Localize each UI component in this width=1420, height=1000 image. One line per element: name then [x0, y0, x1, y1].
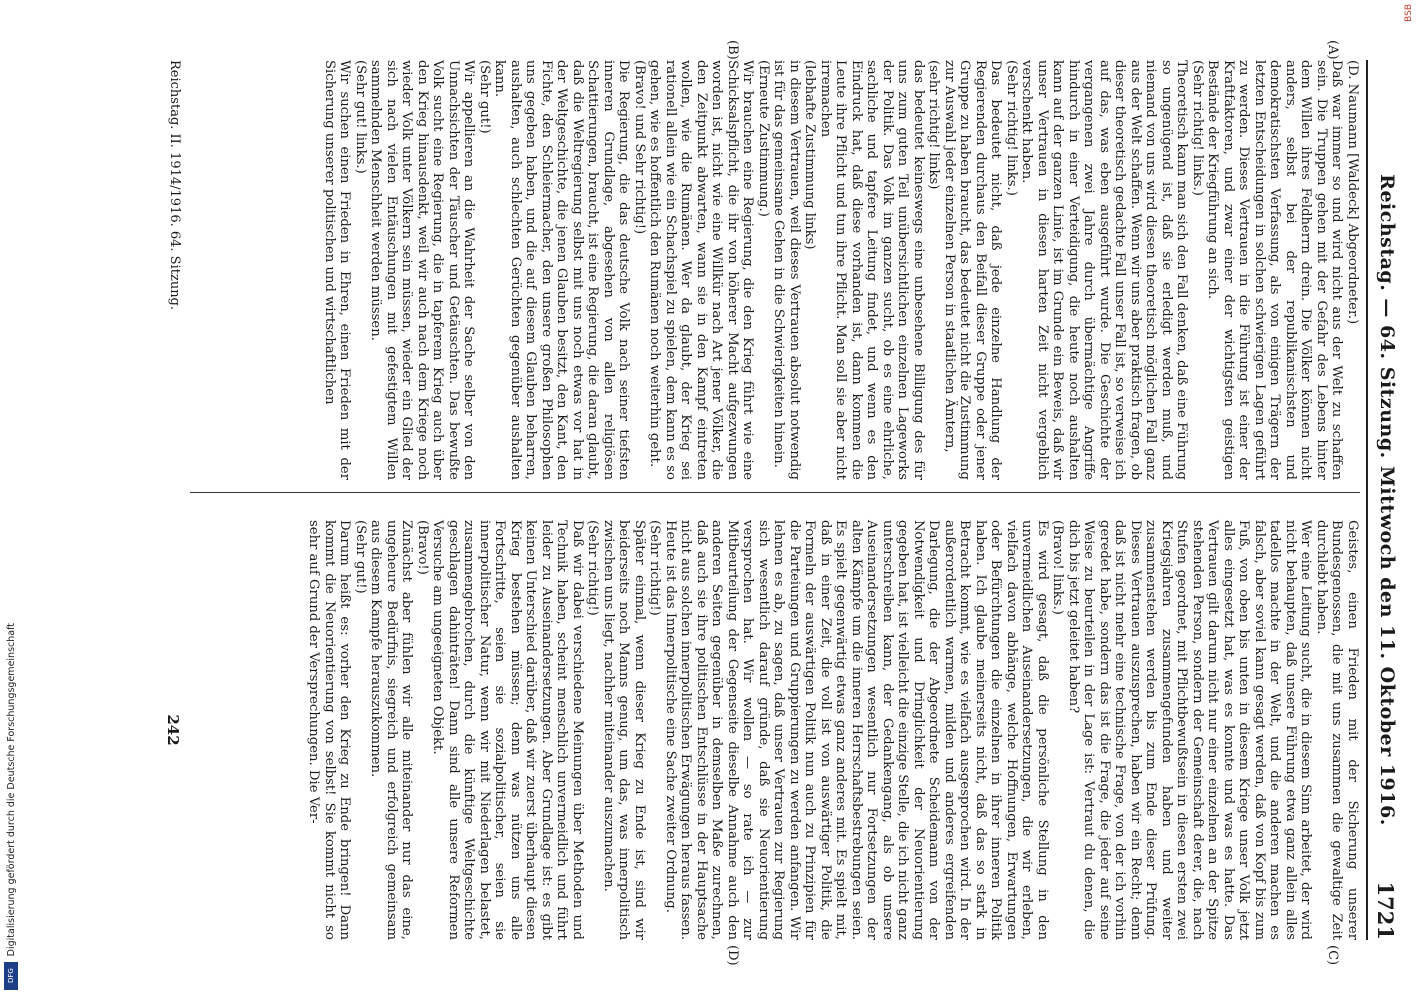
dfg-logo: DFG — [4, 962, 18, 990]
page-title: Reichstag. — 64. Sitzung. Mittwoch den 11. Oktober 1916. — [1376, 174, 1398, 826]
left-column — [100, 60, 1360, 480]
header-rule — [1366, 60, 1368, 940]
margin-letter-c: (C) — [1325, 945, 1340, 966]
column-divider — [190, 492, 1360, 493]
page-number: 1721 — [1373, 881, 1398, 940]
library-mark: BSB — [1404, 4, 1414, 22]
footer-source: Reichstag. II. 1914/1916. 64. Sitzung. — [167, 60, 182, 311]
page-header — [1374, 60, 1398, 940]
digitization-credit: Digitalisierung gefördert durch die Deutsche Forschungsgemeinschaft — [6, 622, 17, 956]
right-column-text: Geistes, einen Frieden mit der Sicherung unserer Bundesgenossen, die mit uns zusammen die gewaltige Zeit durchlebt haben. Wer eine Leitung sucht, die in diesem Sinn arbeitet, der wird nicht behaupten, daß unsere Führung etwa ganz allein alles tadellos machte in der Welt, und die anderen machen es falsch, aber soviel kann gesagt werden, daß von Kopf bis zum Fuß, von oben bis unten in diesem Kriege unser Volk jetzt alles eingesetzt hat, was es konnte und was es hatte. Das Vertrauen gilt darum nicht nur einer einzelnen an der Spitze stehenden Person, sondern der Gemeinschaft derer, die, nach Stufen geordnet, mit Pflichtbewußtsein in diesen ersten zwei Kriegsjahren zusammengefunden haben und weiter zusammenstehen werden bis zum Ende dieser Prüfung. Dieses Vertrauen auszusprechen, haben wir ein Recht; denn daß ist nicht mehr eine technische Frage, von der ich vorhin geredet habe, sondern das ist die Frage, die jeder auf seine Weise zu beurteilen in der Lage ist: Vertraut du denen, die dich bis jetzt geleitet haben? (Bravo! links.) Es wird gesagt, daß die persönliche Stellung in den unvermeidlichen Auseinandersetzungen, die wir erleben, vielfach davon abhänge, welche Hoffnungen, Erwartungen oder Befürchtungen die einzelnen in ihrer inneren Politik haben. Ich glaube meinerseits nicht, daß das so stark in Betracht kommt, wie es vielfach ausgesprochen wird. In der außerordentlich warmen, milden und anderes ergreifenden Darlegung, die der Abgeordnete Scheidemann von der Notwendigkeit und Dringlichkeit der Neuorientierung gegeben hat, ist vielleicht die einzige Stelle, die ich nicht ganz unterschreiben kann, der Gedankengang, als ob unsere Auseinandersetzungen wesentlich nur Fortsetzungen der alten Kämpfe um die inneren Herrschaftsbestrebungen seien. Es spielt gegenwärtig etwas ganz anderes mit. Es spielt mit, daß in einer Zeit, die voll ist von auswärtiger Politik, die Formeln der auswärtigen Politik nun auch zu Prinzipien für die Parteiungen und Gruppierungen zu werden anfangen. Wir lehnen es ab, zu sagen, daß unser Vertrauen zur Regierung sich wesentlich darauf gründe, daß sie Neuorientierung versprochen hat. Wir wollen — so rate ich — zur Mitbeurteilung der Gegenseite dieselbe Annahme auch den anderen Seiten gegenüber in demselben Maße zurechnen, daß auch sie ihre politischen Entschlüsse in der Hauptsache nicht aus solchen innerpolitischen Erwägungen heraus fassen. Heute ist das Innerpolitische eine Sache zweiter Ordnung. (Sehr richtig!) Später einmal, wenn dieser Krieg zu Ende ist, sind wir beiderseits noch Manns genug, um das, was innerpolitisch zwischen uns liegt, nachher miteinander auszumachen. (Sehr richtig!) Daß wir dabei verschiedene Meinungen über Methoden und Technik haben, scheint menschlich unvermeidlich und führt leider zu Auseinandersetzungen. Aber Grundlage ist: es gibt keinen Unterschied darüber, daß wir zuerst überhaupt diesen Krieg bestehen müssen; denn was nützen uns alle Fortschritte, seien sie sozialpolitischer, seien sie innerpolitischer Natur, wenn wir mit Niederlagen belastet, zusammengebrochen, durch die künftige Weltgeschichte geschlagen dahinträten! Dann sind alle unsere Reformen Versuche am ungeeigneten Objekt. (Bravo!) Zunächst aber fühlen wir alle miteinander nur das eine, ungeheure Bedürfnis, siegreich und erfolgreich gemeinsam aus diesem Kampfe herauszukommen. (Sehr gut!) Darum heißt es: vorher den Krieg zu Ende bringen! Dann kommt die Neuorientierung von selbst! Sie kommt nicht so sehr auf Grund der Versprechungen. Die Ver- — [306, 520, 1360, 940]
margin-letter-a: (A) — [1325, 40, 1340, 60]
margin-letter-d: (D) — [725, 945, 740, 966]
footer-page-number: 242 — [164, 714, 182, 746]
left-column-text: (D. Naumann [Waldeck] Abgeordneter.) Daß war immer so und wird nicht aus der Welt zu schaffen sein. Die Truppen gehen mit der Gefahr des Lebens hinter dem Willen ihres Feldherrn drein. Die Völker können nicht anders, selbst bei der republikanischsten und demokratischsten Verfassung, als von einigen Trägern der letzten Entscheidungen in solchen schwierigen Lagen geführt zu werden. Dieses Vertrauen in die Führung ist einer der Kraftfaktoren, und zwar einer der wichtigsten geistigen Bestände der Kriegführung an sich. (Sehr richtig! links.) Theoretisch kann man sich den Fall denken, daß eine Führung so ungenügend ist, daß sie erledigt werden muß, und niemand von uns wird diesen theoretisch möglichen Fall ganz aus der Welt schaffen. Wenn wir uns aber praktisch fragen, ob dieser theoretisch gedachte Fall unser Fall ist, so verweise ich auf das, was eben ausgeführt wurde. Die Geschichte der vergangenen zwei Jahre durch übermächtige Angriffe hindurch in einer Verteidigung, die heute noch aushalten kann auf der ganzen Linie, ist im Grunde ein Beweis, daß wir unser Vertrauen in diesen harten Zeit nicht vergeblich verschenkt haben. (Sehr richtig! links.) Das bedeutet nicht, daß jede einzelne Handlung der Regierenden durchaus den Beifall dieser Gruppe oder jener Gruppe zu haben braucht, das bedeutet nicht die Zustimmung zur Auswahl jeder einzelnen Person in staatlichen Ämtern, (sehr richtig! links) das bedeutet keineswegs eine unbesehene Billigung des für uns zum guten Teil unübersichtlichen einzelnen Lageworks der Politik. Das Volk im ganzen sucht, ob es eine ehrliche, sachliche und tapfere Leitung findet, und wenn es den Eindruck hat, daß diese vorhanden ist, dann kommen die Leute ihre Pflicht und tun ihre Pflicht. Man soll sie aber nicht irremachen (lebhafte Zustimmung links) in diesem Vertrauen, weil dieses Vertrauen absolut notwendig ist für das gemeinsame Gehen in die Schwierigkeiten hinein. (Erneute Zustimmung.) Wir brauchen eine Regierung, die den Krieg führt wie eine Schicksalspflicht, die ihr von höherer Macht aufgezwungen worden ist, nicht wie eine Willkür nach Art jener Völker, die den Zeitpunkt abwarten, wann sie in den Kampf eintreten wollen, wie die Rumänen. Wer da glaubt, der Krieg sei rationell allein wie ein Schachspiel zu spielen, dem kann es so gehen, wie es hoffentlich den Rumänen noch weiterhin geht. (Bravo! und Sehr richtig!) Die Regierung, die das deutsche Volk nach seiner tiefsten inneren Grundlage, abgesehen von allen religiösen Schattierungen, braucht, ist eine Regierung, die daran glaubt, daß die Weltregierung selbst mit uns noch etwas vor hat in der Weltgeschichte, die jenen Glauben besitzt, den Kant, den Fichte, den Schleiermacher, den unsere großen Philosophen uns gegeben haben, und die auf diesem Glauben beharren, aushalten, auch schlechten Gerüchten gegenüber aushalten kann. (Sehr gut!) Wir appellieren an die Wahrheit der Sache selber von den Unnachsichten der Täuscher und Getäuschten. Das bewußte Volk sucht eine Regierung, die in tapferem Krieg auch über den Krieg hinausdenkt, weil wir auch nach dem Kriege noch wieder Volk unter Völkern sein müssen, wieder ein Glied der sich nach vielen Entäuschungen mit gefestigtem Willen sammelnden Menschheit werden müssen. (Sehr gut! links.) Wir suchen einen Frieden in Ehren, einen Frieden mit der Sicherung unserer politischen und wirtschaftlichen — [322, 60, 1360, 480]
margin-letter-b: (B) — [725, 40, 740, 60]
right-column — [100, 520, 1360, 940]
